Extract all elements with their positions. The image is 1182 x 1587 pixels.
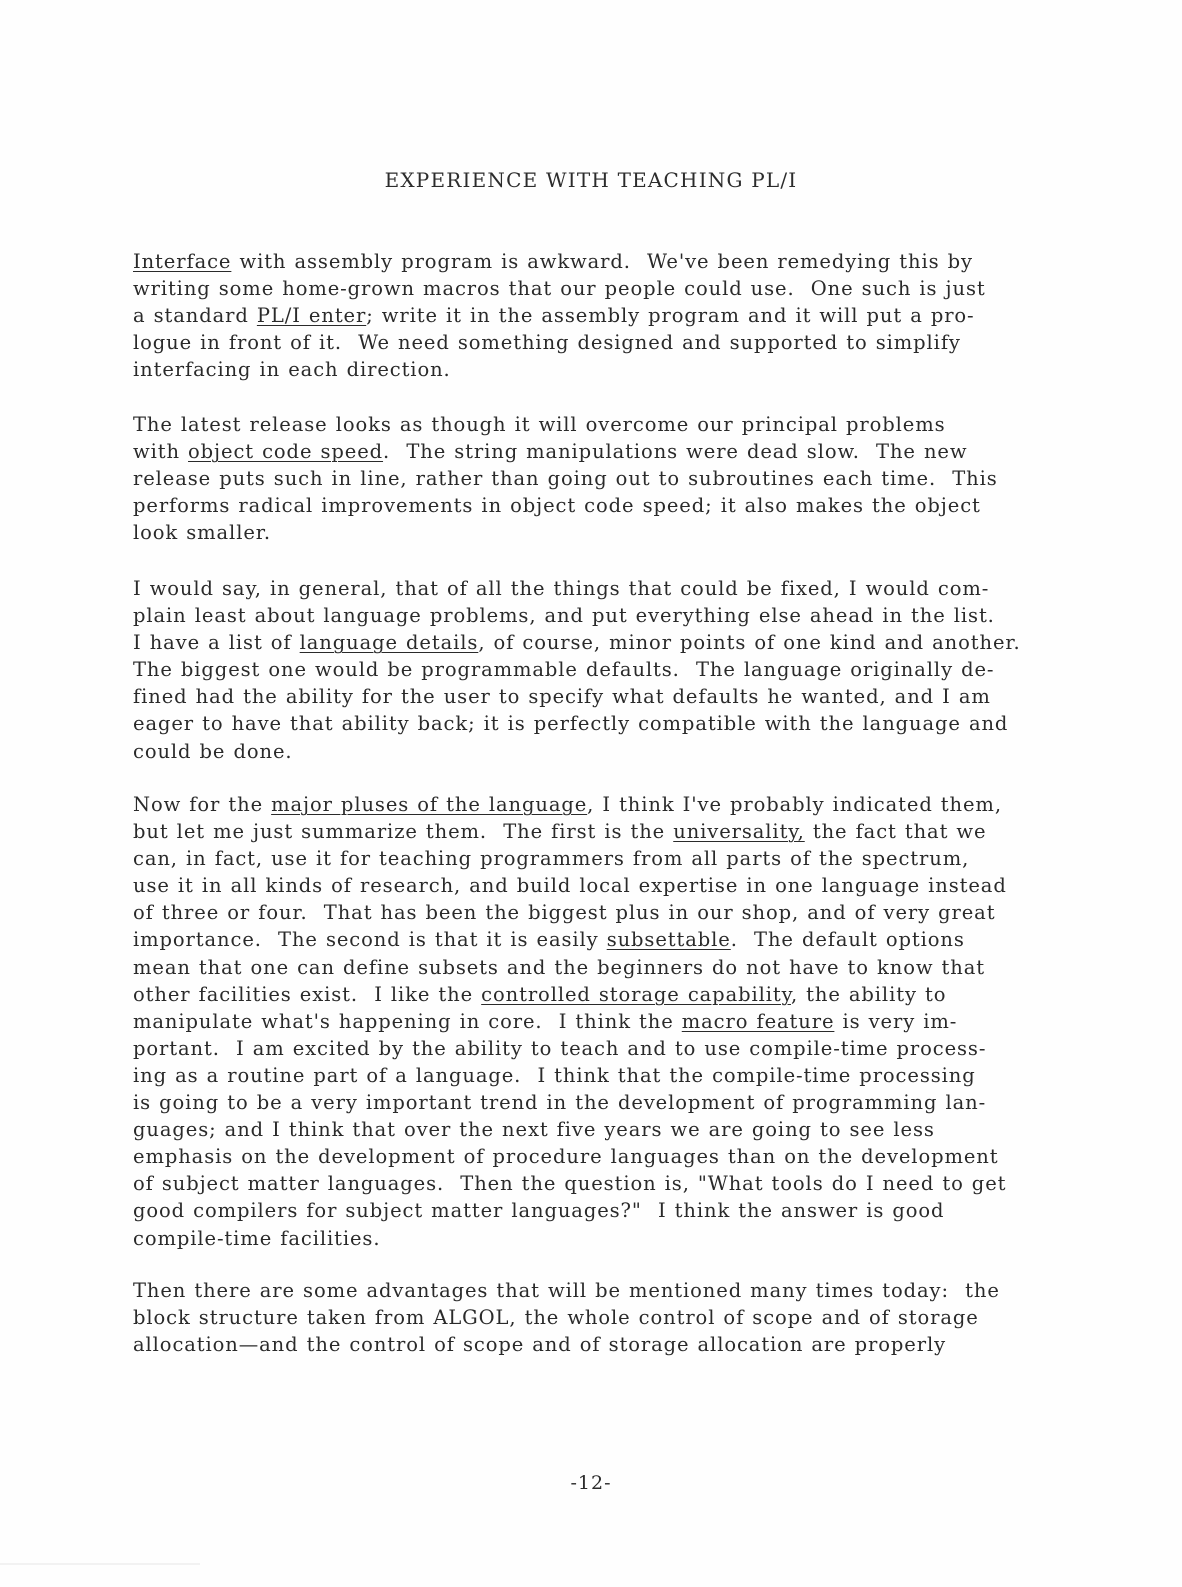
text-segment: good compilers for subject matter languages?" I think the answer is good (133, 1199, 945, 1223)
text-line (133, 710, 1108, 737)
text-segment: . The string manipulations were dead slow. The new (383, 440, 968, 464)
text-segment: mean that one can define subsets and the beginners do not have to know that (133, 955, 985, 979)
page-title: EXPERIENCE WITH TEACHING PL/I (384, 168, 798, 192)
text-segment: , the ability to (790, 982, 947, 1006)
underlined-term: PL/I enter (256, 304, 367, 328)
text-line (133, 1197, 1108, 1224)
text-line (133, 629, 1108, 656)
page-number: -12- (570, 1472, 612, 1494)
text-line (133, 738, 1108, 765)
text-segment: block structure taken from ALGOL, the whole control of scope and of storage (133, 1306, 979, 1330)
text-line (133, 575, 1108, 602)
text-line (133, 981, 1108, 1008)
text-segment: the fact that we (804, 820, 987, 844)
text-line (133, 356, 1108, 383)
underlined-term: macro feature (681, 1009, 835, 1033)
text-segment: Now for the (133, 793, 272, 816)
underlined-term: object code speed (188, 440, 384, 464)
text-segment: a standard (133, 304, 257, 328)
text-segment: with assembly program is awkward. We've been remedying this by (231, 250, 973, 273)
text-line (133, 411, 1108, 438)
text-segment: look smaller. (133, 521, 271, 545)
text-line (133, 1062, 1108, 1089)
text-line (133, 899, 1108, 926)
text-line (133, 602, 1108, 629)
text-line (133, 791, 1108, 818)
underlined-term: major pluses of the language (271, 793, 588, 816)
text-segment: logue in front of it. We need something designed and supported to simplify (133, 331, 961, 355)
text-line (133, 1035, 1108, 1062)
text-line (133, 248, 1108, 275)
underlined-term: subsettable (606, 928, 731, 952)
text-segment: release puts such in line, rather than going out to subroutines each time. This (133, 467, 998, 491)
underlined-term: universality, (673, 820, 805, 844)
text-segment: of three or four. That has been the biggest plus in our shop, and of very great (133, 901, 996, 925)
text-segment: ing as a routine part of a language. I think that the compile-time processing (133, 1063, 976, 1087)
text-segment: plain least about language problems, and put everything else ahead in the list. (133, 604, 995, 628)
text-line (133, 1116, 1108, 1143)
text-segment: I have a list of (133, 631, 300, 655)
text-line (133, 1143, 1108, 1170)
text-segment: writing some home-grown macros that our people could use. One such is just (133, 277, 986, 301)
text-segment: , I think I've probably indicated them, (587, 793, 1002, 816)
text-line (133, 683, 1108, 710)
text-line (133, 492, 1108, 519)
text-segment: , of course, minor points of one kind and another. (478, 631, 1021, 655)
text-segment: . The default options (730, 928, 965, 952)
paragraph-interface (133, 248, 1108, 383)
text-line (133, 926, 1108, 953)
text-line (133, 1170, 1108, 1197)
text-segment: use it in all kinds of research, and build local expertise in one language instead (133, 874, 1007, 898)
text-line (133, 818, 1108, 845)
text-segment: The biggest one would be programmable defaults. The language originally de- (133, 658, 995, 682)
text-line (133, 438, 1108, 465)
text-segment: is going to be a very important trend in the development of programming lan- (133, 1091, 987, 1115)
text-line (133, 954, 1108, 981)
text-line (133, 1225, 1108, 1252)
paragraph-language-details (133, 575, 1108, 765)
text-segment: eager to have that ability back; it is perfectly compatible with the language and (133, 712, 1009, 736)
text-segment: manipulate what's happening in core. I think the (133, 1009, 682, 1033)
paragraph-advantages (133, 1277, 1108, 1358)
text-segment: could be done. (133, 739, 293, 763)
text-segment: compile-time facilities. (133, 1226, 381, 1250)
text-line (133, 1089, 1108, 1116)
text-segment: Then there are some advantages that will be mentioned many times today: the (133, 1279, 1000, 1302)
text-segment: of subject matter languages. Then the question is, "What tools do I need to get (133, 1172, 1007, 1196)
scan-edge-mark (0, 1563, 200, 1565)
paragraph-object-code-speed (133, 411, 1108, 546)
text-segment: other facilities exist. I like the (133, 982, 482, 1006)
text-segment: emphasis on the development of procedure languages than on the development (133, 1145, 999, 1169)
text-line (133, 465, 1108, 492)
text-segment: but let me just summarize them. The first is the (133, 820, 674, 844)
text-line (133, 845, 1108, 872)
text-segment: can, in fact, use it for teaching programmers from all parts of the spectrum, (133, 847, 970, 871)
text-line (133, 275, 1108, 302)
text-segment: importance. The second is that it is easily (133, 928, 607, 952)
paragraph-major-pluses (133, 791, 1108, 1252)
text-segment: ; write it in the assembly program and it will put a pro- (366, 304, 975, 328)
text-segment: with (133, 440, 189, 464)
text-line (133, 872, 1108, 899)
text-segment: fined had the ability for the user to specify what defaults he wanted, and I am (133, 685, 991, 709)
text-segment: allocation—and the control of scope and of storage allocation are properly (133, 1333, 947, 1357)
text-line (133, 1008, 1108, 1035)
text-line (133, 1331, 1108, 1358)
text-segment: The latest release looks as though it will overcome our principal problems (133, 413, 946, 436)
text-segment: is very im- (834, 1009, 958, 1033)
text-line (133, 302, 1108, 329)
underlined-term: Interface (133, 250, 232, 273)
text-line (133, 656, 1108, 683)
text-line (133, 519, 1108, 546)
underlined-term: controlled storage capability (481, 982, 791, 1006)
text-line (133, 1277, 1108, 1304)
text-segment: interfacing in each direction. (133, 358, 451, 382)
text-line (133, 1304, 1108, 1331)
text-segment: performs radical improvements in object code speed; it also makes the object (133, 494, 981, 518)
text-line (133, 329, 1108, 356)
text-segment: guages; and I think that over the next five years we are going to see less (133, 1118, 935, 1142)
text-segment: portant. I am excited by the ability to teach and to use compile-time process- (133, 1036, 987, 1060)
underlined-term: language details (299, 631, 479, 655)
text-segment: I would say, in general, that of all the things that could be fixed, I would com- (133, 577, 990, 600)
